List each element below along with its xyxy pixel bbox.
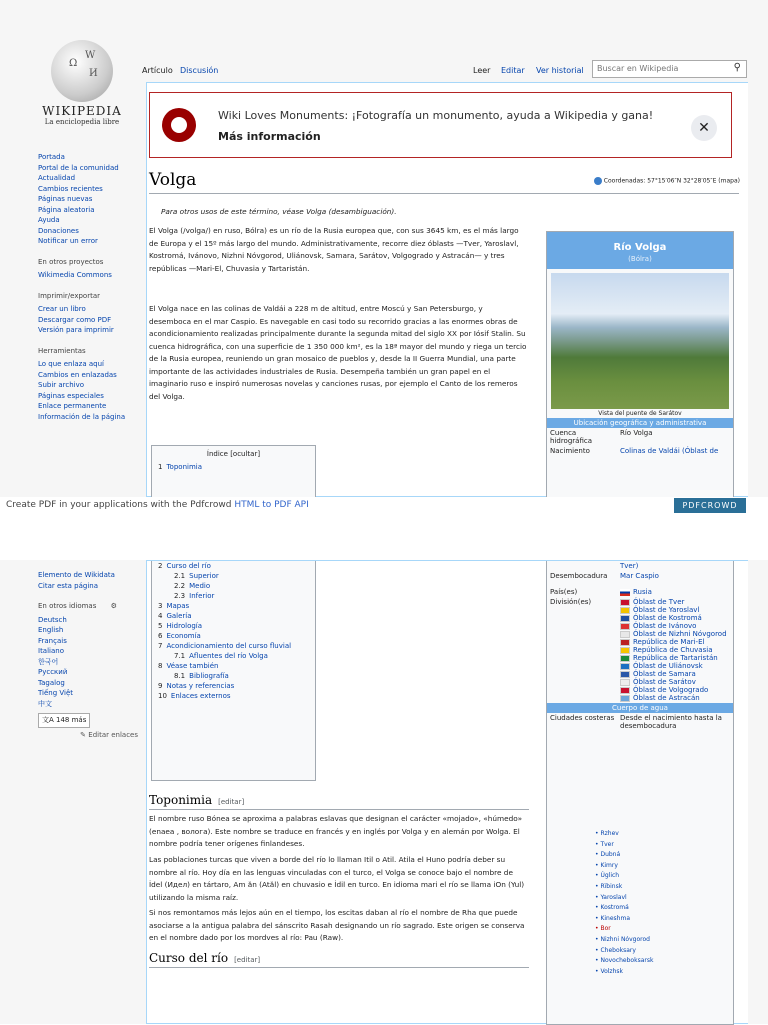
infobox-section-location: Ubicación geográfica y administrativa xyxy=(547,418,733,428)
division-link[interactable]: Óblast de Uliánovsk xyxy=(633,662,703,670)
toc-item-label[interactable]: Galería xyxy=(166,612,192,620)
table-of-contents-continued xyxy=(151,561,316,781)
region-flag-icon xyxy=(620,671,630,678)
paragraph: Las poblaciones turcas que viven a borde del río lo llaman Itil o Atil. Atila el Huno podría deber su nombre al río. Hoy día en las lenguas vinculadas con el turco, el Volga se conoce bajo el nombre de İdel (Идел) en tártaro, Am ăn (Atăl) en chuvasio e İdil en turco. En idioma mari el río se llama iOn (Yul) utilizando la misma raíz. xyxy=(149,855,525,902)
sidebar-link[interactable]: Русский xyxy=(38,668,68,676)
sidebar-link[interactable]: Tagalog xyxy=(38,678,65,687)
edit-section-link[interactable]: [editar] xyxy=(234,956,261,964)
sidebar-link[interactable]: Enlace permanente xyxy=(38,402,107,410)
sidebar-link[interactable]: Actualidad xyxy=(38,174,76,182)
sidebar-link[interactable]: Italiano xyxy=(38,647,64,655)
region-flag-icon xyxy=(620,607,630,614)
banner-text: Wiki Loves Monuments: ¡Fotografía un monumento, ayuda a Wikipedia y gana! xyxy=(218,109,654,122)
infobox-section-water: Cuerpo de agua xyxy=(547,703,733,713)
puzzle-globe-icon: Ω W И xyxy=(51,40,113,102)
toc-item-label[interactable]: Acondicionamiento del curso fluvial xyxy=(166,642,292,650)
infobox xyxy=(546,231,734,498)
toc-item-number: 7.1 xyxy=(174,652,186,660)
toc-item-number: 4 xyxy=(158,612,163,620)
sidebar-link[interactable]: Página aleatoria xyxy=(38,205,95,214)
toc-item-label[interactable]: Véase también xyxy=(166,662,219,670)
division-link[interactable]: Óblast de Astracán xyxy=(633,694,700,702)
sidebar-link[interactable]: Français xyxy=(38,636,67,645)
paragraph: El nombre ruso Bónea se aproxima a palabras eslavas que designan el carácter «mojado», «húmedo» (еnaea , волога). Este nombre se traduce en francés y en inglés por Volga y en alemán por Wolga. El nombre podría tener orígenes finlandeses. xyxy=(149,814,523,848)
table-of-contents xyxy=(151,445,316,498)
sidebar-nav xyxy=(38,152,138,422)
toc-item-number: 2 xyxy=(158,562,163,570)
tab-article[interactable]: Artículo xyxy=(142,66,173,75)
sidebar-head-tools: Herramientas xyxy=(38,346,86,355)
banner-more-link[interactable]: Más información xyxy=(218,130,321,143)
division-item[interactable] xyxy=(620,606,730,614)
toc-item[interactable] xyxy=(152,621,315,631)
city-item[interactable]: • Kineshma xyxy=(595,914,653,925)
article-content xyxy=(146,82,748,497)
toc-item-label[interactable]: Mapas xyxy=(166,602,190,610)
infobox-row: Ciudades costeras Desde el nacimiento hasta la desembocadura xyxy=(550,714,722,730)
division-link[interactable]: Óblast de Sarátov xyxy=(633,678,696,686)
pdfcrowd-button[interactable]: PDFCROWD xyxy=(674,498,746,513)
sidebar-link[interactable]: English xyxy=(38,626,64,634)
toc-item[interactable] xyxy=(152,661,315,671)
region-flag-icon xyxy=(620,647,630,654)
toc-item[interactable] xyxy=(152,631,315,641)
toc-item[interactable] xyxy=(152,641,315,651)
coastal-cities-list xyxy=(595,829,653,977)
region-flag-icon xyxy=(620,639,630,646)
search-input[interactable]: Buscar en Wikipedia ⚲ xyxy=(592,60,747,78)
toc-item[interactable] xyxy=(152,591,315,601)
sidebar-head-print: Imprimir/exportar xyxy=(38,291,100,300)
toc-item-number: 2.2 xyxy=(174,582,186,590)
division-item[interactable] xyxy=(620,670,730,678)
city-item[interactable]: • Úglich xyxy=(595,871,653,882)
infobox-native-name: (Bólra) xyxy=(547,255,733,269)
division-link[interactable]: Óblast de Samara xyxy=(633,670,696,678)
globe-icon xyxy=(594,177,602,185)
division-item[interactable] xyxy=(620,598,730,606)
toc-item-number: 8 xyxy=(158,662,163,670)
toc-item-number: 5 xyxy=(158,622,163,630)
russia-flag-icon xyxy=(620,589,630,596)
sidebar-link[interactable]: Donaciones xyxy=(38,226,79,235)
city-item[interactable]: • Volzhsk xyxy=(595,967,653,978)
region-flag-icon xyxy=(620,679,630,686)
toc-item-number: 3 xyxy=(158,602,163,610)
edit-links[interactable]: ✎ Editar enlaces xyxy=(80,730,138,739)
toc-item[interactable] xyxy=(152,671,315,681)
page-gap xyxy=(0,515,768,560)
toc-item-label[interactable]: Curso del río xyxy=(166,562,211,570)
toc-item[interactable] xyxy=(152,681,315,691)
region-flag-icon xyxy=(620,695,630,702)
region-flag-icon xyxy=(620,663,630,670)
region-flag-icon xyxy=(620,687,630,694)
toc-item-number: 2.3 xyxy=(174,592,186,600)
toc-item-label[interactable]: Superior xyxy=(189,572,219,580)
toc-item-label[interactable]: Hidrología xyxy=(166,622,203,630)
sidebar-link[interactable]: Notificar un error xyxy=(38,237,98,245)
sidebar-link[interactable]: Cambios recientes xyxy=(38,184,103,193)
division-link[interactable]: Óblast de Nizhni Nóvgorod xyxy=(633,630,727,638)
toc-item[interactable]: 1 Toponimia xyxy=(158,463,202,471)
page-tabs xyxy=(142,60,748,82)
sidebar-link[interactable]: Portada xyxy=(38,153,65,161)
sidebar-link[interactable]: Crear un libro xyxy=(38,305,86,313)
toc-item-label[interactable]: Bibliografía xyxy=(189,672,229,680)
toc-item-number: 8.1 xyxy=(174,672,186,680)
toc-item-number: 2.1 xyxy=(174,572,186,580)
division-item[interactable] xyxy=(620,678,730,686)
division-item[interactable] xyxy=(620,654,730,662)
sidebar-link[interactable]: Tiếng Việt xyxy=(38,689,74,697)
sidebar-link[interactable]: Deutsch xyxy=(38,615,67,624)
toc-item-number: 9 xyxy=(158,682,163,690)
city-item[interactable]: • Dubná xyxy=(595,850,653,861)
toc-title[interactable]: Índice [ocultar] xyxy=(206,450,261,458)
city-item[interactable]: • Tver xyxy=(595,840,653,851)
sidebar-link[interactable]: Wikimedia Commons xyxy=(38,271,112,279)
title-divider xyxy=(149,193,739,194)
article-content-continued xyxy=(146,560,748,1024)
close-icon[interactable]: ✕ xyxy=(691,115,717,141)
city-item[interactable]: • Bor xyxy=(595,924,653,935)
division-link[interactable]: Óblast de Volgogrado xyxy=(633,686,709,694)
city-item[interactable]: • Yaroslavl xyxy=(595,893,653,904)
division-item[interactable] xyxy=(620,622,730,630)
city-item[interactable]: • Kostromá xyxy=(595,903,653,914)
sidebar-link[interactable]: 한국어 xyxy=(38,657,59,666)
sidebar-link[interactable]: Elemento de Wikidata xyxy=(38,571,115,579)
sidebar-link[interactable]: 中文 xyxy=(38,699,52,708)
wiki-loves-monuments-icon xyxy=(162,108,196,142)
division-link[interactable]: República de Mari-El xyxy=(633,638,705,646)
sidebar-link[interactable]: Páginas nuevas xyxy=(38,195,93,203)
division-item[interactable] xyxy=(620,614,730,622)
edit-section-link[interactable]: [editar] xyxy=(218,798,245,806)
toc-item[interactable] xyxy=(152,691,315,701)
city-item[interactable]: • Nizhni Nóvgorod xyxy=(595,935,653,946)
toc-item-label[interactable]: Inferior xyxy=(189,592,215,600)
intro-paragraph-1: El Volga (/volga/) en ruso, Bólra) es un río de la Rusia europea que, con sus 3645 km, es el más largo de Europa y el 15º más largo del mundo. Administrativamente, recorre diez óblasts —Tver, Yaroslavl, Kostromá, Ivánovo, Nizhni Nóvgorod, Uliánovsk, Samara, Sarátov, Volgogrado y Astracán— y tres repúblicas —Mari-El, Chuvasia y Tartaristán. xyxy=(149,226,519,273)
page-two xyxy=(0,560,768,1024)
tab-history[interactable]: Ver historial xyxy=(536,66,584,75)
sidebar-link[interactable]: Versión para imprimir xyxy=(38,326,114,334)
region-flag-icon xyxy=(620,655,630,662)
paragraph: Si nos remontamos más lejos aún en el tiempo, los escitas daban al río el nombre de Rha que puede asociarse a la antigua palabra del sánscrito Rasah designando un río sagrado. Este origen se conserva en el nombre dado por los mordves al río: Pau (Raw). xyxy=(149,908,525,942)
sidebar-head-langs: En otros idiomas ⚙ xyxy=(38,602,117,610)
tab-talk[interactable]: Discusión xyxy=(180,66,219,75)
infobox-row: Desembocadura Mar Caspio xyxy=(550,572,659,580)
city-item[interactable]: • Rïbinsk xyxy=(595,882,653,893)
logo-tagline: La enciclopedia libre xyxy=(44,118,120,126)
toc-item[interactable] xyxy=(152,651,315,661)
section-divider xyxy=(149,967,529,968)
infobox-row: Cuenca hidrográfica Río Volga xyxy=(550,429,653,445)
division-item[interactable] xyxy=(620,686,730,694)
sidebar-link[interactable]: Subir archivo xyxy=(38,381,85,389)
section-heading: Toponimia [editar] xyxy=(149,793,245,807)
gear-icon[interactable]: ⚙ xyxy=(110,602,117,610)
toc-item-label[interactable]: Economía xyxy=(166,632,201,640)
division-item[interactable] xyxy=(620,646,730,654)
division-link[interactable]: Óblast de Yaroslavl xyxy=(633,606,700,614)
toc-item-label[interactable]: Medio xyxy=(189,582,211,590)
coordinates[interactable]: Coordenadas: 57°15′06″N 32°28′05″E (mapa) xyxy=(594,177,740,185)
infobox-title: Río Volga xyxy=(547,232,733,255)
infobox-row: Nacimiento Colinas de Valdái (Óblast de xyxy=(550,447,719,455)
city-item[interactable]: • Cheboksary xyxy=(595,946,653,957)
region-flag-icon xyxy=(620,631,630,638)
sidebar-link[interactable]: Información de la página xyxy=(38,412,126,421)
wikipedia-logo[interactable] xyxy=(40,40,124,130)
logo-wordmark: WIKIPEDIA xyxy=(42,104,122,118)
sidebar-link[interactable]: Citar esta página xyxy=(38,581,99,590)
toc-item-number: 7 xyxy=(158,642,163,650)
toc-item-label[interactable]: Notas y referencias xyxy=(166,682,235,690)
tab-edit[interactable]: Editar xyxy=(501,66,525,75)
division-link[interactable]: Óblast de Tver xyxy=(633,598,685,606)
pdf-footer: Create PDF in your applications with the Pdfcrowd HTML to PDF API PDFCROWD xyxy=(0,497,768,515)
toc-item-label[interactable]: Enlaces externos xyxy=(170,692,231,700)
sidebar-head-projects: En otros proyectos xyxy=(38,257,104,266)
division-link[interactable]: República de Tartaristán xyxy=(633,654,718,662)
toc-item-number: 10 xyxy=(158,692,167,700)
region-flag-icon xyxy=(620,623,630,630)
division-item[interactable] xyxy=(620,630,730,638)
city-item[interactable]: • Novocheboksarsk xyxy=(595,956,653,967)
photo-caption: Vista del puente de Sarátov xyxy=(598,410,682,417)
page-title: Volga xyxy=(149,170,197,190)
sidebar-link[interactable]: Lo que enlaza aquí xyxy=(38,360,104,368)
more-languages-button[interactable]: 文A 148 más xyxy=(38,713,90,728)
division-item[interactable] xyxy=(620,638,730,646)
sidebar-link[interactable]: Cambios en enlazadas xyxy=(38,370,117,379)
toc-item[interactable] xyxy=(152,611,315,621)
division-item[interactable] xyxy=(620,662,730,670)
division-link[interactable]: Óblast de Kostromá xyxy=(633,614,702,622)
sidebar-link[interactable]: Portal de la comunidad xyxy=(38,163,119,172)
city-item[interactable]: • Kimry xyxy=(595,861,653,872)
sidebar-link[interactable]: Páginas especiales xyxy=(38,391,104,400)
toc-item[interactable] xyxy=(152,581,315,591)
tab-read[interactable]: Leer xyxy=(473,66,491,75)
hatnote: Para otros usos de este término, véase Volga (desambiguación). xyxy=(161,207,397,216)
pdf-api-link[interactable]: HTML to PDF API xyxy=(234,500,309,510)
toc-item[interactable] xyxy=(152,601,315,611)
toc-item-label[interactable]: Afluentes del río Volga xyxy=(189,652,268,660)
toc-item-number: 6 xyxy=(158,632,163,640)
sidebar-link[interactable]: Ayuda xyxy=(38,216,60,224)
section-divider xyxy=(149,809,529,810)
division-link[interactable]: Óblast de Ivánovo xyxy=(633,622,697,630)
sidebar-link[interactable]: Descargar como PDF xyxy=(38,315,112,324)
sidebar-nav-continued xyxy=(38,570,138,740)
toc-item[interactable] xyxy=(152,571,315,581)
region-flag-icon xyxy=(620,615,630,622)
section-heading: Curso del río [editar] xyxy=(149,951,261,965)
search-icon[interactable]: ⚲ xyxy=(733,62,741,73)
region-flag-icon xyxy=(620,599,630,606)
infobox-row: Tver) xyxy=(620,562,639,570)
division-link[interactable]: República de Chuvasia xyxy=(633,646,713,654)
river-photo[interactable] xyxy=(551,273,729,409)
infobox-row: División(es) Óblast de Tver Óblast de Yaroslavl Óblast de Kostromá Óblast de Ivánovo Óblast de Nizhni Nóvgorod República de Mari-El República de Chuvasia República de Tartaristán Óblast de Uliánovsk Óblast de Samara Óblast de Sarátov Óblast de Volgogrado Óblast de Astracán xyxy=(547,597,733,703)
page-one xyxy=(0,0,768,497)
toc-item[interactable] xyxy=(152,561,315,571)
infobox-row: País(es) Rusia xyxy=(550,588,652,596)
city-item[interactable]: • Rzhev xyxy=(595,829,653,840)
division-item[interactable] xyxy=(620,694,730,702)
campaign-banner[interactable] xyxy=(149,92,732,158)
intro-paragraph-2: El Volga nace en las colinas de Valdái a 228 m de altitud, entre Moscú y San Petersburgo, y desemboca en el mar Caspio. Es navegable en casi todo su recorrido gracias a las enormes obras de acondicionamiento realizadas principalmente durante la segunda mitad del siglo XX por Iósif Stalin. Su cuenca hidrográfica, con una superficie de 1 350 000 km², es la 18ª mayor del mundo y riega un tercio de la Rusia europea, reuniendo un gran mosaico de pueblos y, desde la II Guerra Mundial, una parte importante de las actividades industriales de Rusia. Desempeña también un gran papel en el imaginario ruso e inspiró numerosas novelas y canciones rusas, por ejemplo el Canto de los remeros del Volga. xyxy=(149,304,527,401)
